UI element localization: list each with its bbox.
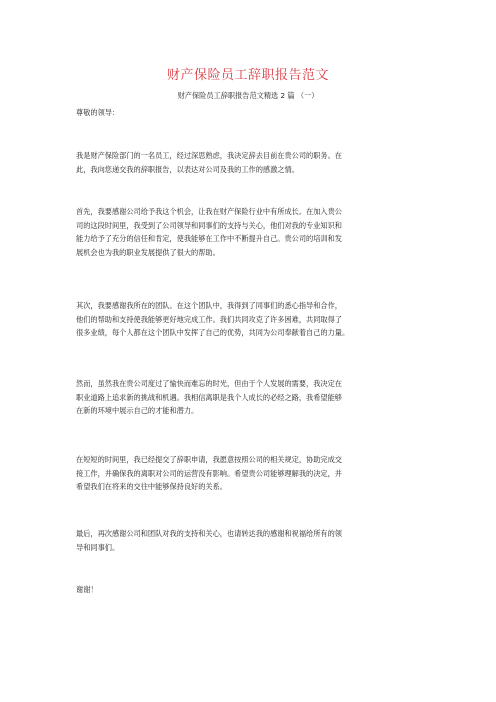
paragraph-line: 然而，虽然我在贵公司度过了愉快而难忘的时光，但由于个人发展的需要，我决定在 <box>76 379 342 388</box>
paragraph-line: 在短短的时间里，我已经提交了辞职申请，我愿意按照公司的相关规定，协助完成交 <box>76 455 342 464</box>
paragraph-2 <box>76 205 428 259</box>
paragraph-3 <box>76 299 428 340</box>
paragraph-line: 展机会也为我的职业发展提供了很大的帮助。 <box>76 247 220 257</box>
paragraph-5 <box>76 453 428 494</box>
paragraph-line: 职业道路上追求新的挑战和机遇。我相信离职是我个人成长的必经之路，我希望能够 <box>76 392 342 402</box>
closing <box>76 583 428 597</box>
paragraph-6 <box>76 527 428 554</box>
document-title: 财产保险员工辞职报告范文 <box>166 68 329 83</box>
paragraph-line: 最后，再次感谢公司和团队对我的支持和关心，也请转达我的感谢和祝福给所有的领 <box>76 529 342 538</box>
paragraph-line: 我是财产保险部门的一名员工，经过深思熟虑，我决定辞去目前在贵公司的职务。在 <box>76 151 342 160</box>
paragraph-line: 很多业绩，每个人都在这个团队中发挥了自己的优势，共同为公司奉献着自己的力量。 <box>76 328 350 338</box>
paragraph-line: 此，我向您递交我的辞职报告，以表达对公司及我的工作的感激之情。 <box>76 164 299 174</box>
paragraph-line: 能力给予了充分的信任和肯定，使我能够在工作中不断提升自己。贵公司的培训和发 <box>76 234 342 244</box>
document-subtitle: 财产保险员工辞职报告范文精选 2 篇 （一） <box>177 91 319 100</box>
paragraph-line: 在新的环境中展示自己的才能和潜力。 <box>76 406 199 416</box>
paragraph-line: 司的这段时间里，我受到了公司领导和同事们的支持与关心，他们对我的专业知识和 <box>76 220 342 230</box>
paragraph-line: 希望我们在将来的交往中能够保持良好的关系。 <box>76 482 227 492</box>
paragraph-1 <box>76 149 428 176</box>
paragraph-line: 其次，我要感谢我所在的团队。在这个团队中，我得到了同事们的悉心指导和合作， <box>76 301 342 310</box>
greeting <box>76 106 428 120</box>
greeting-text: 尊敬的领导： <box>76 108 120 117</box>
paragraph-line: 首先，我要感谢公司给予我这个机会，让我在财产保险行业中有所成长。在加入贵公 <box>76 207 342 216</box>
paragraph-line: 导和同事们。 <box>76 542 120 552</box>
paragraph-4 <box>76 377 428 418</box>
closing-text: 谢谢！ <box>76 585 98 594</box>
paragraph-line: 他们的帮助和支持使我能够更好地完成工作。我们共同攻克了许多困难，共同取得了 <box>76 314 342 324</box>
paragraph-line: 接工作，并确保我的离职对公司的运营没有影响。希望贵公司能够理解我的决定，并 <box>76 468 342 478</box>
